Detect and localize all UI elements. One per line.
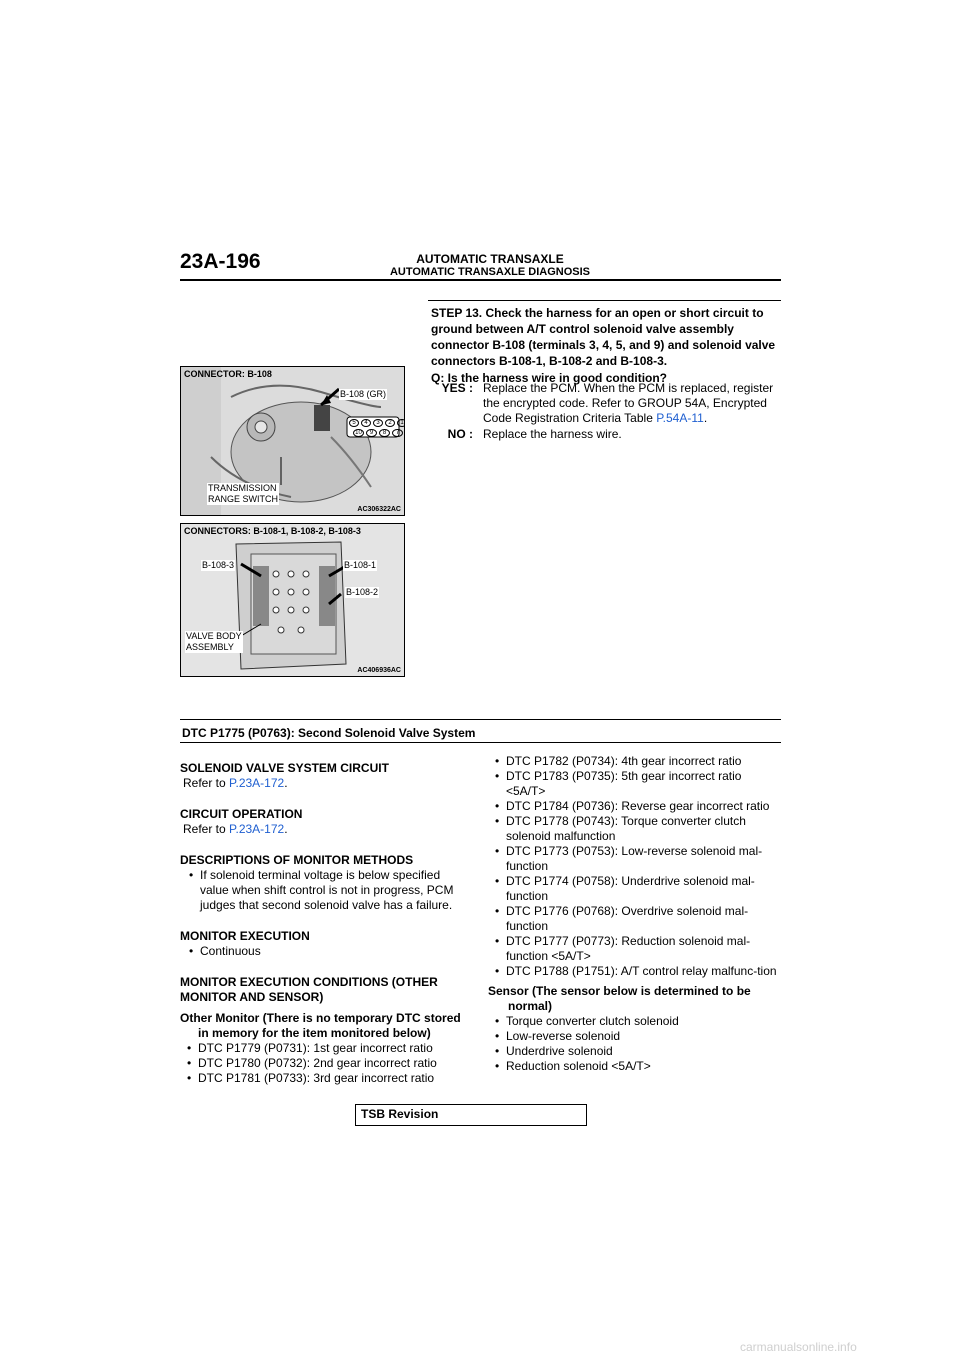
step13-answers [431,381,783,441]
other-monitor-heading: Other Monitor (There is no temporary DTC stored in memory for the item monitored below) [180,1011,461,1040]
heading-monitor-methods: DESCRIPTIONS OF MONITOR METHODS [180,853,414,867]
yes-link[interactable]: P.54A-11 [656,411,704,425]
pin-label: 3 [373,419,383,427]
yes-label: YES : [441,381,473,395]
list-item: • DTC P1774 (P0758): Underdrive solenoid mal-function [488,874,784,904]
monitor-execution-item: • Continuous [182,944,470,959]
tsb-revision-box [355,1104,587,1126]
yes-answer [483,381,783,426]
list-item: • DTC P1784 (P0736): Reverse gear incorrect ratio [488,799,784,814]
header-rule [180,279,781,281]
label-connector-b108: B-108 (GR) [340,389,387,399]
figure-connector-b108 [180,366,405,516]
no-label: NO : [447,427,473,441]
left-column [180,761,470,1086]
sensor-item: • Underdrive solenoid [488,1044,784,1059]
section-rule-bottom [180,742,781,743]
ref-end: . [284,776,288,790]
ref-circuit-operation [180,822,470,837]
label-b108-3: B-108-3 [202,560,235,570]
chapter-title: AUTOMATIC TRANSAXLE [416,252,564,266]
yes-text: Replace the PCM. When the PCM is replaced, register the encrypted code. Refer to GROUP 54A, Encrypted Code Registration Criteria Table [483,381,774,425]
list-item: • DTC P1777 (P0773): Reduction solenoid mal-function <5A/T> [488,934,784,964]
list-item: • DTC P1773 (P0753): Low-reverse solenoid mal-function [488,844,784,874]
no-answer: Replace the harness wire. [483,427,622,441]
connector-pins-bottom [353,429,403,437]
sensor-item: • Torque converter clutch solenoid [488,1014,784,1029]
tsb-revision-label: TSB Revision [361,1107,439,1121]
section-title: DTC P1775 (P0763): Second Solenoid Valve System [182,726,476,740]
pin-label: 2 [385,419,395,427]
figure-connectors-b108x [180,523,405,677]
watermark: carmanualsonline.info [740,1340,857,1354]
page-number: 23A-196 [180,250,261,273]
sensor-item: • Reduction solenoid <5A/T> [488,1059,784,1074]
figure1-title: CONNECTOR: B-108 [184,369,272,379]
label-transmission-range-switch: TRANSMISSION RANGE SWITCH [208,483,279,504]
pin-label: 9 [366,429,377,437]
sensor-item: • Low-reverse solenoid [488,1029,784,1044]
heading-monitor-execution: MONITOR EXECUTION [180,929,310,943]
figure2-code: AC406936AC [357,667,401,674]
step13-question: Q: Is the harness wire in good condition? [431,371,668,385]
step13-title: STEP 13. Check the harness for an open or short circuit to ground between A/T control solenoid valve assembly connector B-108 (terminals 3, 4, 5, and 9) and solenoid valve connectors B-108-1, B-108-2 and B-108-3. [431,306,776,368]
pin-label: 1 [397,419,405,427]
label-b108-2: B-108-2 [346,587,379,597]
section-rule-top [180,719,781,720]
pin-label: 5 [349,419,359,427]
right-column [488,754,784,1074]
pin-label: 7 [392,429,403,437]
list-item: • DTC P1788 (P1751): A/T control relay malfunc-tion [488,964,784,979]
pin-label: 4 [361,419,371,427]
figure1-code: AC306322AC [357,506,401,513]
list-item: • DTC P1782 (P0734): 4th gear incorrect ratio [488,754,784,769]
ref-end: . [284,822,288,836]
list-item: • DTC P1776 (P0768): Overdrive solenoid mal-function [488,904,784,934]
label-b108-1: B-108-1 [344,560,377,570]
list-item: • DTC P1780 (P0732): 2nd gear incorrect ratio [180,1056,470,1071]
ref-link-23a-172-2[interactable]: P.23A-172 [229,822,285,836]
connector-pins-top [349,419,405,427]
list-item: • DTC P1778 (P0743): Torque converter clutch solenoid malfunction [488,814,784,844]
heading-solenoid-circuit: SOLENOID VALVE SYSTEM CIRCUIT [180,761,389,775]
sensor-heading: Sensor (The sensor below is determined to be normal) [488,984,751,1013]
pin-label: 8 [379,429,390,437]
list-item: • DTC P1781 (P0733): 3rd gear incorrect ratio [180,1071,470,1086]
monitor-method-item: • If solenoid terminal voltage is below specified value when shift control is not in progress, PCM judges that second solenoid valve has a failure. [182,868,470,913]
ref-prefix: Refer to [183,822,230,836]
label-valve-body-assembly: VALVE BODY ASSEMBLY [186,631,242,652]
step-rule [428,300,781,301]
list-item: • DTC P1779 (P0731): 1st gear incorrect ratio [180,1041,470,1056]
list-item: • DTC P1783 (P0735): 5th gear incorrect ratio <5A/T> [488,769,784,799]
heading-execution-conditions: MONITOR EXECUTION CONDITIONS (OTHER MONITOR AND SENSOR) [180,975,438,1004]
ref-link-23a-172[interactable]: P.23A-172 [229,776,285,790]
yes-end: . [703,411,708,425]
ref-prefix: Refer to [183,776,230,790]
figure2-title: CONNECTORS: B-108-1, B-108-2, B-108-3 [184,526,361,536]
valve-body-photo [181,524,404,676]
ref-solenoid-circuit [180,776,470,791]
heading-circuit-operation: CIRCUIT OPERATION [180,807,303,821]
section-subtitle: AUTOMATIC TRANSAXLE DIAGNOSIS [389,266,591,278]
pin-label: 10 [353,429,364,437]
